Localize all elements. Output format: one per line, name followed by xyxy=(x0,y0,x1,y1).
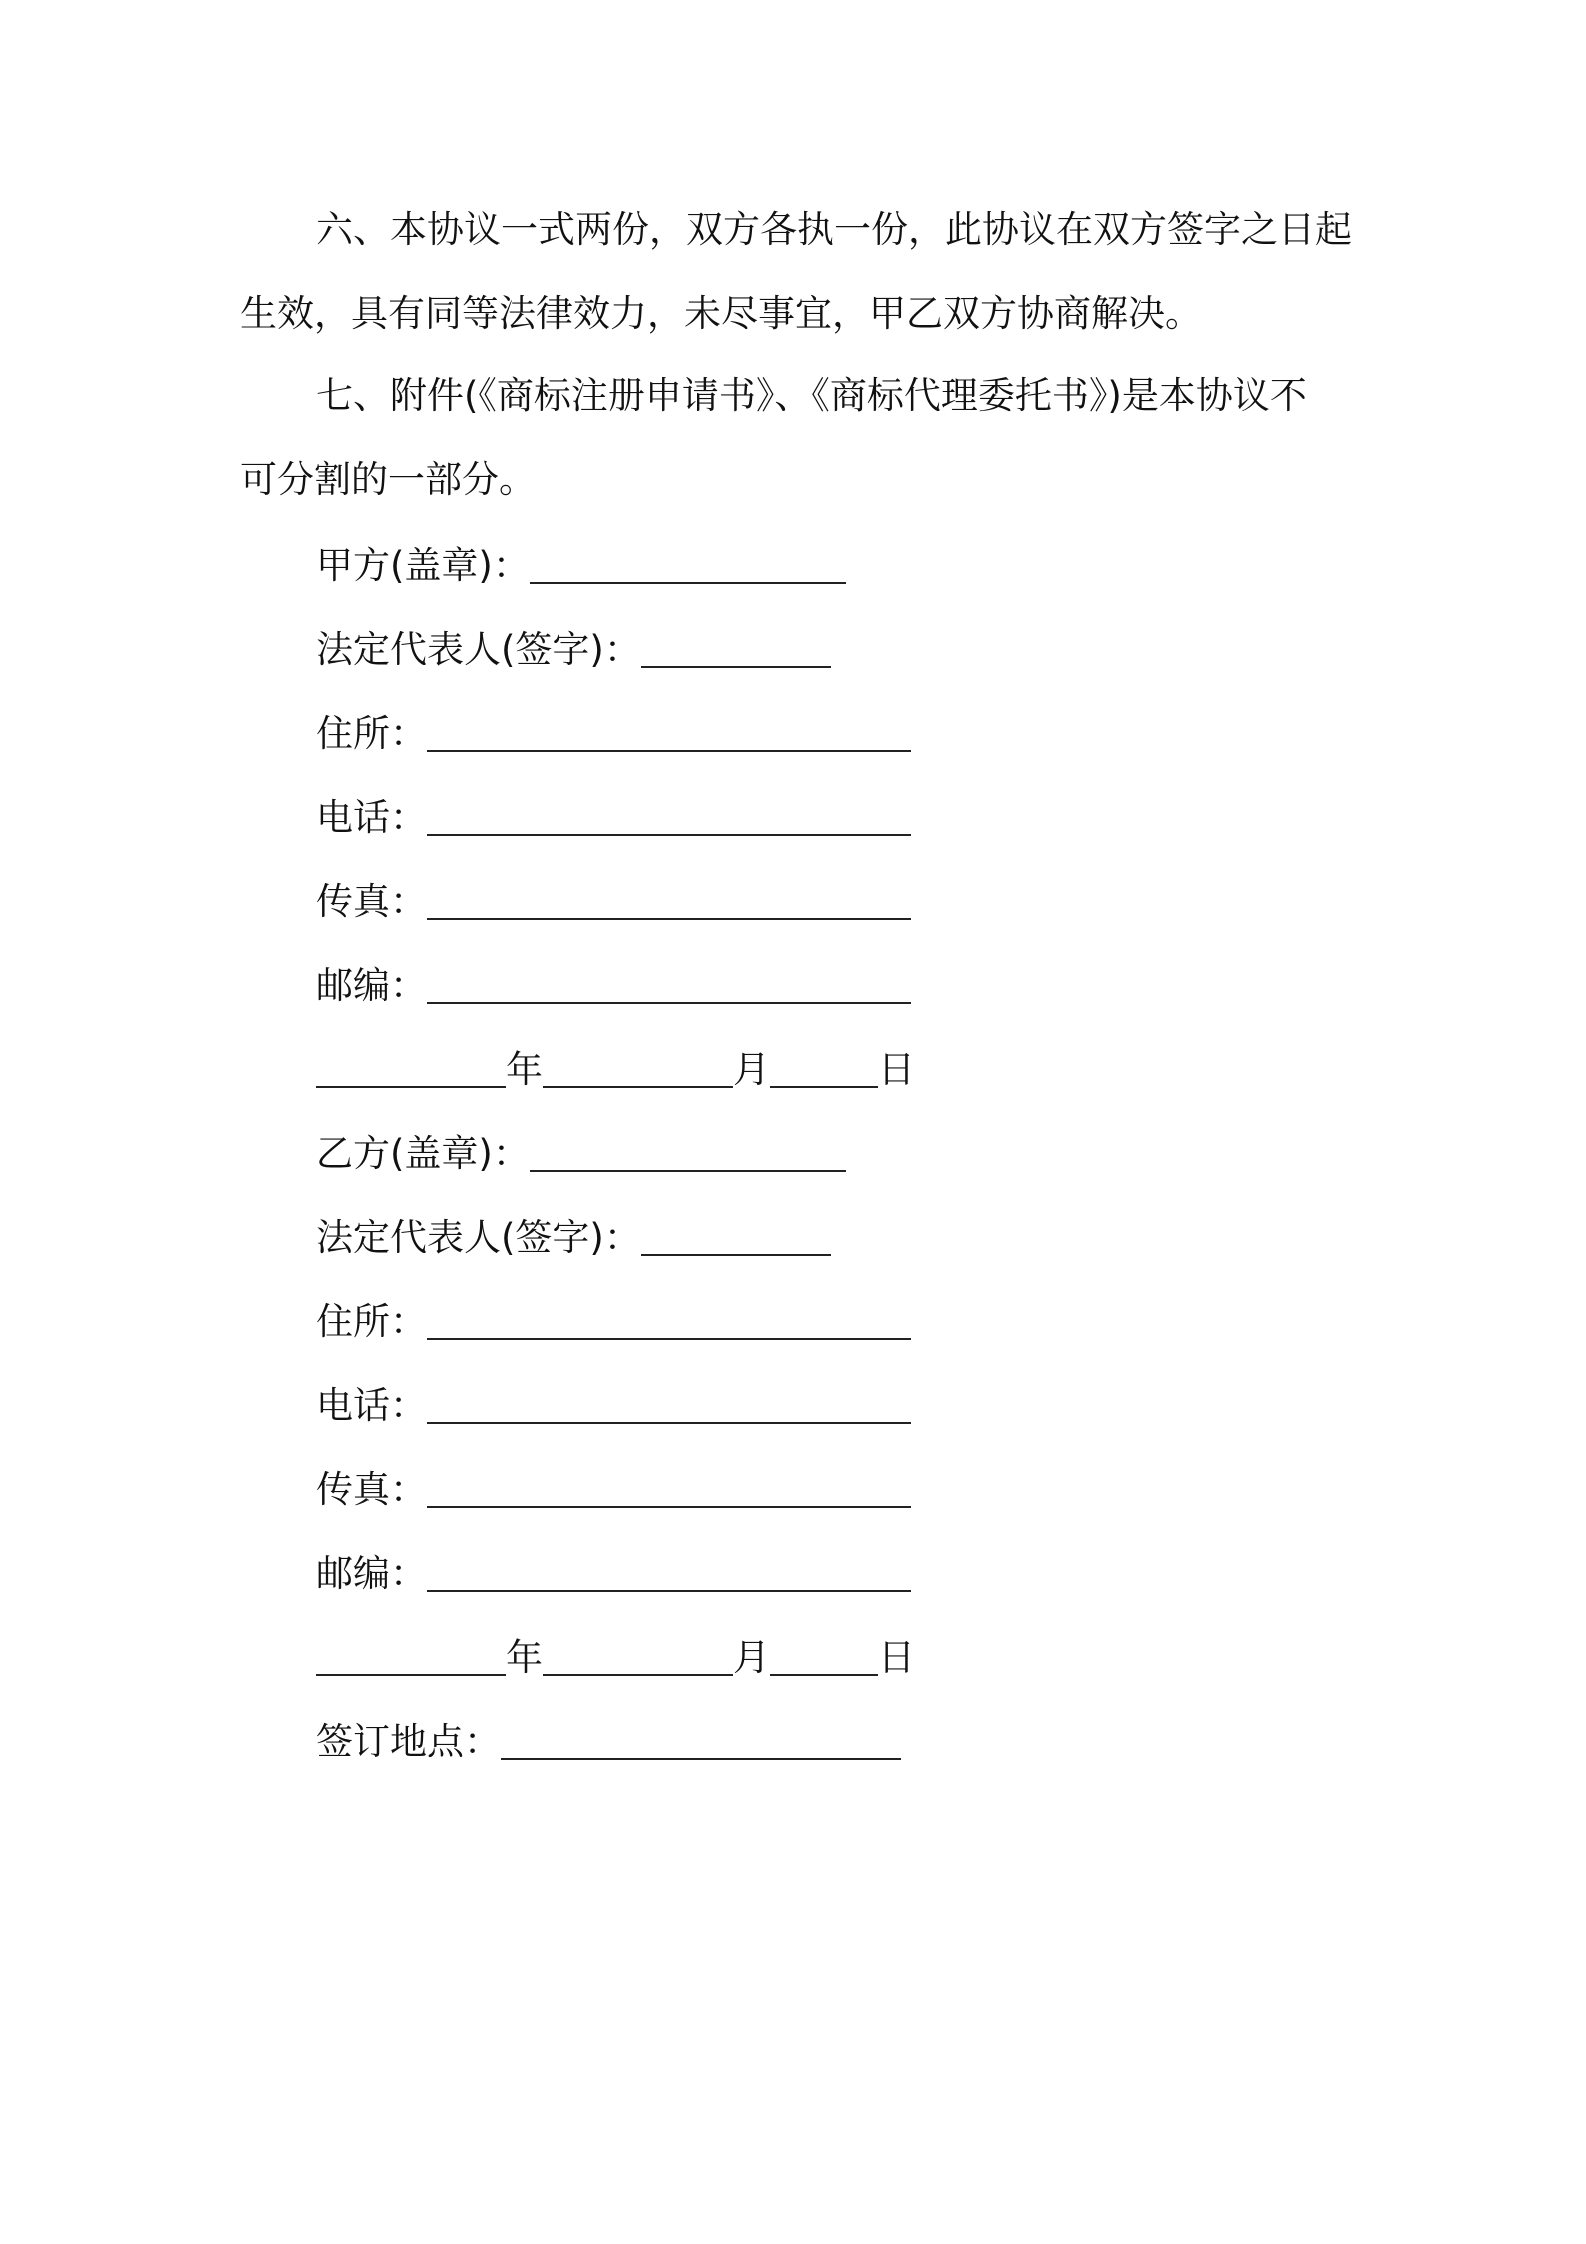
party-b-rep-row xyxy=(316,1208,831,1268)
party-b-address-row xyxy=(316,1292,911,1352)
party-b-date-row xyxy=(316,1628,915,1688)
party-b-postcode-blank[interactable] xyxy=(427,1550,911,1592)
party-b-rep-label: 法定代表人(签字)： xyxy=(316,1216,641,1259)
signing-place-label: 签订地点： xyxy=(316,1720,501,1763)
party-b-month-blank[interactable] xyxy=(543,1634,733,1676)
clause-seven-line-2: 可分割的一部分。 xyxy=(240,458,536,501)
party-a-rep-blank[interactable] xyxy=(641,626,831,668)
party-a-fax-blank[interactable] xyxy=(427,878,911,920)
party-a-seal-blank[interactable] xyxy=(530,542,846,584)
party-a-phone-label: 电话： xyxy=(316,796,427,839)
party-b-day-blank[interactable] xyxy=(770,1634,878,1676)
party-a-address-label: 住所： xyxy=(316,712,427,755)
party-a-postcode-blank[interactable] xyxy=(427,962,911,1004)
party-a-day-blank[interactable] xyxy=(770,1046,878,1088)
party-b-phone-blank[interactable] xyxy=(427,1382,911,1424)
party-a-rep-row xyxy=(316,620,831,680)
party-a-phone-blank[interactable] xyxy=(427,794,911,836)
party-a-day-label: 日 xyxy=(878,1048,915,1091)
party-a-postcode-label: 邮编： xyxy=(316,964,427,1007)
clause-six-line-1: 六、本协议一式两份，双方各执一份，此协议在双方签字之日起 xyxy=(316,208,1352,251)
party-a-seal-row xyxy=(316,536,846,596)
party-b-fax-label: 传真： xyxy=(316,1468,427,1511)
party-a-rep-label: 法定代表人(签字)： xyxy=(316,628,641,671)
party-b-postcode-row xyxy=(316,1544,911,1604)
party-a-fax-label: 传真： xyxy=(316,880,427,923)
party-b-fax-blank[interactable] xyxy=(427,1466,911,1508)
party-a-month-blank[interactable] xyxy=(543,1046,733,1088)
party-b-phone-label: 电话： xyxy=(316,1384,427,1427)
party-a-phone-row xyxy=(316,788,911,848)
party-b-phone-row xyxy=(316,1376,911,1436)
clause-six xyxy=(240,188,1360,356)
party-a-date-row xyxy=(316,1040,915,1100)
party-b-month-label: 月 xyxy=(733,1636,770,1679)
party-b-year-blank[interactable] xyxy=(316,1634,506,1676)
party-b-year-label: 年 xyxy=(506,1636,543,1679)
party-a-month-label: 月 xyxy=(733,1048,770,1091)
party-a-year-blank[interactable] xyxy=(316,1046,506,1088)
party-a-postcode-row xyxy=(316,956,911,1016)
party-a-address-blank[interactable] xyxy=(427,710,911,752)
party-a-fax-row xyxy=(316,872,911,932)
party-b-day-label: 日 xyxy=(878,1636,915,1679)
signing-place-row xyxy=(316,1712,901,1772)
party-b-seal-label: 乙方(盖章)： xyxy=(316,1132,530,1175)
party-a-address-row xyxy=(316,704,911,764)
party-b-address-blank[interactable] xyxy=(427,1298,911,1340)
clause-seven xyxy=(240,354,1360,522)
party-b-address-label: 住所： xyxy=(316,1300,427,1343)
signing-place-blank[interactable] xyxy=(501,1718,901,1760)
clause-six-line-2: 生效，具有同等法律效力，未尽事宜，甲乙双方协商解决。 xyxy=(240,292,1202,335)
party-a-seal-label: 甲方(盖章)： xyxy=(316,544,530,587)
clause-seven-line-1: 七、附件(《商标注册申请书》、《商标代理委托书》)是本协议不 xyxy=(316,374,1307,417)
party-b-seal-blank[interactable] xyxy=(530,1130,846,1172)
party-b-seal-row xyxy=(316,1124,846,1184)
party-a-year-label: 年 xyxy=(506,1048,543,1091)
party-b-rep-blank[interactable] xyxy=(641,1214,831,1256)
party-b-fax-row xyxy=(316,1460,911,1520)
party-b-postcode-label: 邮编： xyxy=(316,1552,427,1595)
